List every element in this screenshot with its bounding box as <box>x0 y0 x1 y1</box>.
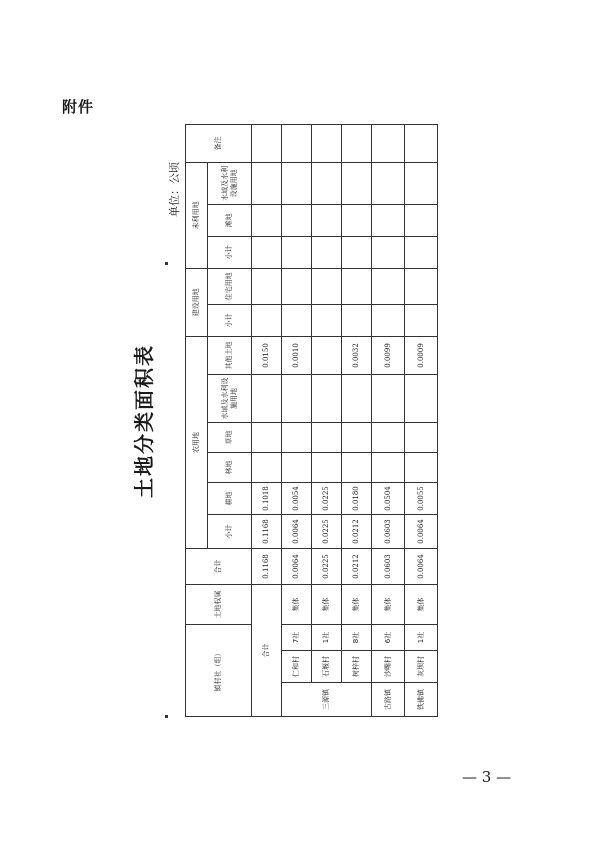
unit-label: 单位：公顷 <box>168 162 181 217</box>
arable-cell: 0.0054 <box>282 482 312 514</box>
header-total: 合计 <box>186 548 252 584</box>
header-arable: 耕地 <box>208 482 252 514</box>
header-construction-subtotal: 小计 <box>208 304 252 336</box>
table-row <box>282 124 312 716</box>
table-row-total <box>252 124 282 716</box>
table-row <box>372 124 405 716</box>
rotated-table-region <box>132 125 437 717</box>
group-cell: 7社 <box>282 624 312 650</box>
table-title: 土地分类面积表 <box>132 344 156 498</box>
total-cell: 0.0603 <box>372 548 405 584</box>
town-cell: 三源镇 <box>282 683 372 717</box>
total-cell: 0.0212 <box>342 548 372 584</box>
other-cell: 0.0032 <box>342 336 372 374</box>
header-water-facility: 水域及水利设施用地 <box>208 374 252 422</box>
ownership-cell: 集体 <box>405 584 438 624</box>
agri-subtotal-cell: 0.0064 <box>282 514 312 548</box>
agri-subtotal-cell: 0.0603 <box>372 514 405 548</box>
total-cell: 0.0064 <box>405 548 438 584</box>
arable-cell: 0.0180 <box>342 482 372 514</box>
arable-cell: 0.0225 <box>312 482 342 514</box>
agri-subtotal-cell: 0.0225 <box>312 514 342 548</box>
scan-mark <box>165 262 168 265</box>
village-cell: 沙嘴村 <box>372 651 405 683</box>
other-cell: 0.0009 <box>405 336 438 374</box>
header-other-land: 其他土地 <box>208 336 252 374</box>
header-remark: 备注 <box>186 124 252 162</box>
village-cell: 石堰村 <box>312 651 342 683</box>
arable-cell: 0.0504 <box>372 482 405 514</box>
group-cell: 1社 <box>405 624 438 650</box>
header-bare: 滩地 <box>208 204 252 236</box>
group-cell: 6社 <box>372 624 405 650</box>
land-classification-table <box>185 124 438 717</box>
agri-subtotal-cell: 0.0212 <box>342 514 372 548</box>
ownership-cell: 集体 <box>342 584 372 624</box>
attachment-label: 附件 <box>62 98 95 116</box>
village-cell: 仁和村 <box>282 651 312 683</box>
total-other: 0.0150 <box>252 336 282 374</box>
scan-mark <box>165 715 168 718</box>
total-agri-subtotal: 0.1168 <box>252 514 282 548</box>
header-agri-subtotal: 小计 <box>208 514 252 548</box>
town-cell: 古路镇 <box>372 683 405 717</box>
header-village: 镇村社（组） <box>186 624 252 716</box>
page-number: — 3 — <box>462 768 512 786</box>
village-cell: 灰坝村 <box>405 651 438 683</box>
group-cell: 1社 <box>312 624 342 650</box>
table-row <box>312 124 342 716</box>
agri-subtotal-cell: 0.0064 <box>405 514 438 548</box>
other-cell <box>312 336 342 374</box>
header-grass: 草地 <box>208 422 252 452</box>
table-row <box>405 124 438 716</box>
town-cell: 铁佛镇 <box>405 683 438 717</box>
ownership-cell: 集体 <box>312 584 342 624</box>
arable-cell: 0.0055 <box>405 482 438 514</box>
header-agri: 农用地 <box>186 336 208 548</box>
group-cell: 8社 <box>342 624 372 650</box>
other-cell: 0.0010 <box>282 336 312 374</box>
total-label: 合计 <box>252 584 282 716</box>
header-unused-subtotal: 小计 <box>208 236 252 268</box>
total-arable: 0.1018 <box>252 482 282 514</box>
ownership-cell: 集体 <box>372 584 405 624</box>
header-unused-water: 水域及水利设施用地 <box>208 162 252 204</box>
header-unused: 未利用地 <box>186 162 208 268</box>
total-cell: 0.0064 <box>282 548 312 584</box>
header-construction: 建设用地 <box>186 268 208 336</box>
header-ownership: 土地权属 <box>186 584 252 624</box>
village-cell: 树梓村 <box>342 651 372 683</box>
ownership-cell: 集体 <box>282 584 312 624</box>
header-forest: 林地 <box>208 452 252 482</box>
total-cell: 0.0225 <box>312 548 342 584</box>
other-cell: 0.0099 <box>372 336 405 374</box>
header-residential: 住宅用地 <box>208 268 252 304</box>
total-value: 0.1168 <box>252 548 282 584</box>
table-row <box>342 124 372 716</box>
